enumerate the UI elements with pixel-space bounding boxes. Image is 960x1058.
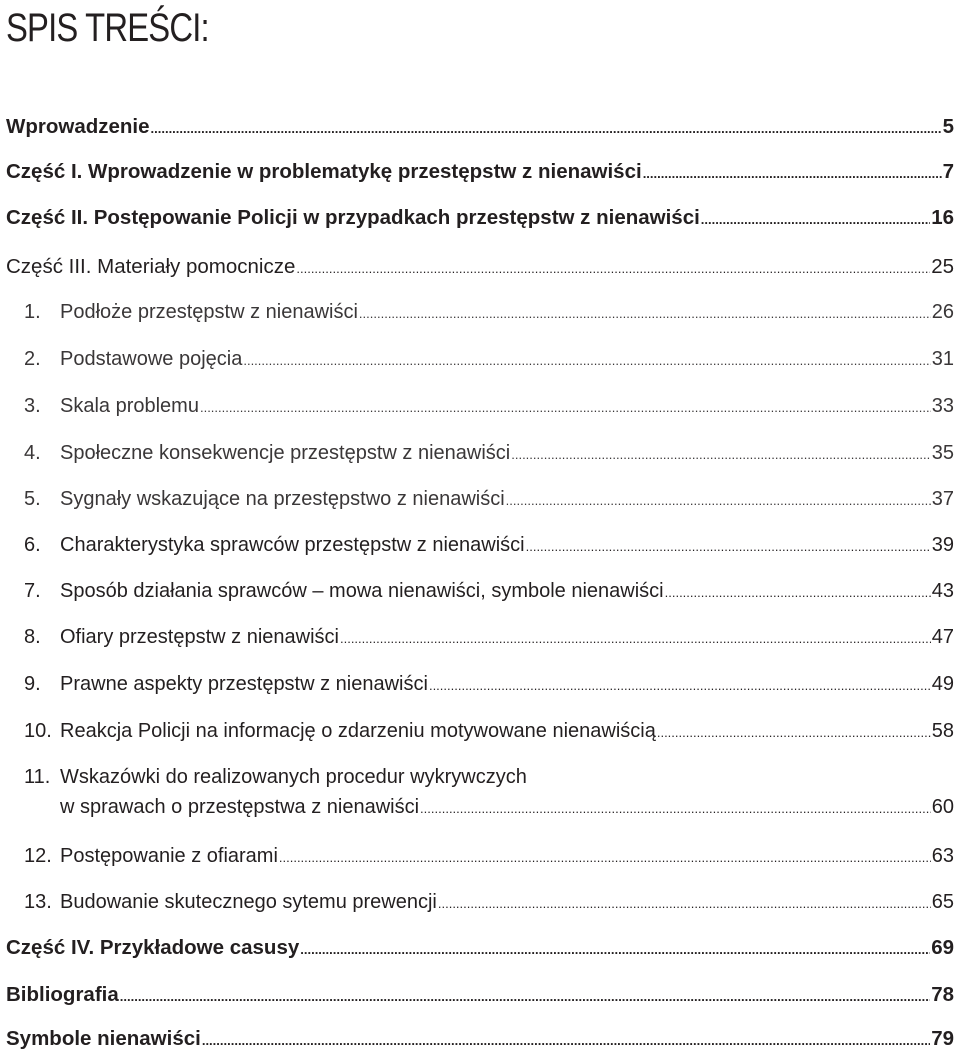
toc-entry-page: 49: [931, 673, 954, 695]
leader-dots: [296, 257, 930, 281]
toc-entry-page: 39: [931, 534, 954, 556]
leader-dots: [202, 1029, 930, 1053]
toc-entry-6[interactable]: [24, 533, 954, 559]
toc-entry-number: 2.: [24, 348, 41, 370]
toc-entry-label: Społeczne konsekwencje przestępstw z nienawiści: [60, 442, 511, 464]
leader-dots: [279, 846, 931, 870]
toc-entry-page: 37: [931, 488, 954, 510]
toc-entry-number: 9.: [24, 673, 41, 695]
leader-dots: [643, 162, 942, 186]
toc-entry-label: Podłoże przestępstw z nienawiści: [60, 301, 358, 323]
toc-entry-bibliografia[interactable]: [6, 983, 954, 1009]
leader-dots: [438, 892, 931, 916]
toc-entry-5[interactable]: [24, 487, 954, 513]
toc-entry-label: Część III. Materiały pomocnicze: [6, 255, 296, 278]
toc-entry-number: 13.: [24, 891, 52, 913]
toc-entry-label: Ofiary przestępstw z nienawiści: [60, 626, 339, 648]
leader-dots: [511, 443, 931, 467]
toc-entry-label: Wprowadzenie: [6, 115, 150, 138]
toc-entry-part-2[interactable]: [6, 206, 954, 232]
toc-entry-page: 43: [931, 580, 954, 602]
toc-entry-part-4[interactable]: [6, 936, 954, 962]
leader-dots: [429, 674, 931, 698]
toc-entry-label: Część IV. Przykładowe casusy: [6, 936, 300, 959]
leader-dots: [526, 535, 931, 559]
toc-entry-number: 3.: [24, 395, 41, 417]
toc-entry-page: 78: [931, 983, 954, 1006]
toc-entry-number: 8.: [24, 626, 41, 648]
page-title: SPIS TREŚCI:: [6, 6, 209, 50]
toc-entry-page: 60: [931, 796, 954, 818]
toc-entry-10[interactable]: [24, 719, 954, 745]
toc-entry-page: 16: [931, 206, 954, 229]
toc-entry-page: 31: [931, 348, 954, 370]
toc-entry-label: Bibliografia: [6, 983, 119, 1006]
toc-entry-label: Podstawowe pojęcia: [60, 348, 243, 370]
toc-entry-8[interactable]: [24, 625, 954, 651]
leader-dots: [506, 489, 931, 513]
toc-entry-part-3[interactable]: [6, 255, 954, 281]
toc-entry-page: 26: [931, 301, 954, 323]
toc-entry-page: 63: [931, 845, 954, 867]
leader-dots: [657, 721, 931, 745]
toc-entry-number: 5.: [24, 488, 41, 510]
toc-entry-label: Prawne aspekty przestępstw z nienawiści: [60, 673, 428, 695]
toc-entry-page: 65: [931, 891, 954, 913]
leader-dots: [701, 208, 930, 232]
toc-entry-label: Część II. Postępowanie Policji w przypadkach przestępstw z nienawiści: [6, 206, 700, 229]
toc-entry-label: Budowanie skutecznego sytemu prewencji: [60, 891, 437, 913]
toc-entry-page: 47: [931, 626, 954, 648]
leader-dots: [665, 581, 931, 605]
toc-entry-13[interactable]: [24, 890, 954, 916]
toc-entry-label: Symbole nienawiści: [6, 1027, 201, 1050]
toc-entry-4[interactable]: [24, 441, 954, 467]
toc-entry-part-1[interactable]: [6, 160, 954, 186]
toc-entry-2[interactable]: [24, 347, 954, 373]
toc-entry-number: 1.: [24, 301, 41, 323]
leader-dots: [340, 627, 931, 651]
toc-entry-page: 58: [931, 720, 954, 742]
toc-entry-9[interactable]: [24, 672, 954, 698]
toc-entry-label: Postępowanie z ofiarami: [60, 845, 278, 867]
toc-entry-label: Wskazówki do realizowanych procedur wykrywczych: [60, 766, 527, 788]
toc-entry-page: 5: [942, 115, 954, 138]
toc-entry-number: 4.: [24, 442, 41, 464]
toc-entry-11[interactable]: [24, 765, 954, 821]
leader-dots: [359, 302, 931, 326]
toc-entry-3[interactable]: [24, 394, 954, 420]
toc-entry-label: Skala problemu: [60, 395, 199, 417]
leader-dots: [120, 985, 930, 1009]
toc-entry-symbole[interactable]: [6, 1027, 954, 1053]
leader-dots: [200, 396, 931, 420]
toc-entry-label: Reakcja Policji na informację o zdarzeniu motywowane nienawiścią: [60, 720, 656, 742]
toc-entry-page: 35: [931, 442, 954, 464]
toc-entry-label: Sposób działania sprawców – mowa nienawiści, symbole nienawiści: [60, 580, 664, 602]
toc-entry-number: 10.: [24, 720, 52, 742]
toc-entry-1[interactable]: [24, 300, 954, 326]
toc-entry-number: 12.: [24, 845, 52, 867]
toc-entry-page: 69: [931, 936, 954, 959]
toc-entry-7[interactable]: [24, 579, 954, 605]
toc-entry-page: 79: [931, 1027, 954, 1050]
toc-entry-number: 6.: [24, 534, 41, 556]
leader-dots: [151, 117, 942, 141]
toc-entry-page: 7: [942, 160, 954, 183]
toc-entry-number: 11.: [24, 766, 51, 788]
toc-entry-label: Charakterystyka sprawców przestępstw z nienawiści: [60, 534, 525, 556]
leader-dots: [420, 797, 931, 821]
toc-entry-number: 7.: [24, 580, 41, 602]
toc-entry-page: 33: [931, 395, 954, 417]
toc-entry-wprowadzenie[interactable]: [6, 115, 954, 141]
toc-entry-label: Część I. Wprowadzenie w problematykę przestępstw z nienawiści: [6, 160, 642, 183]
leader-dots: [300, 938, 930, 962]
toc-entry-label-continued: w sprawach o przestępstwa z nienawiści: [60, 796, 420, 818]
toc-entry-page: 25: [931, 255, 954, 278]
leader-dots: [243, 349, 930, 373]
toc-entry-label: Sygnały wskazujące na przestępstwo z nienawiści: [60, 488, 505, 510]
toc-entry-12[interactable]: [24, 844, 954, 870]
